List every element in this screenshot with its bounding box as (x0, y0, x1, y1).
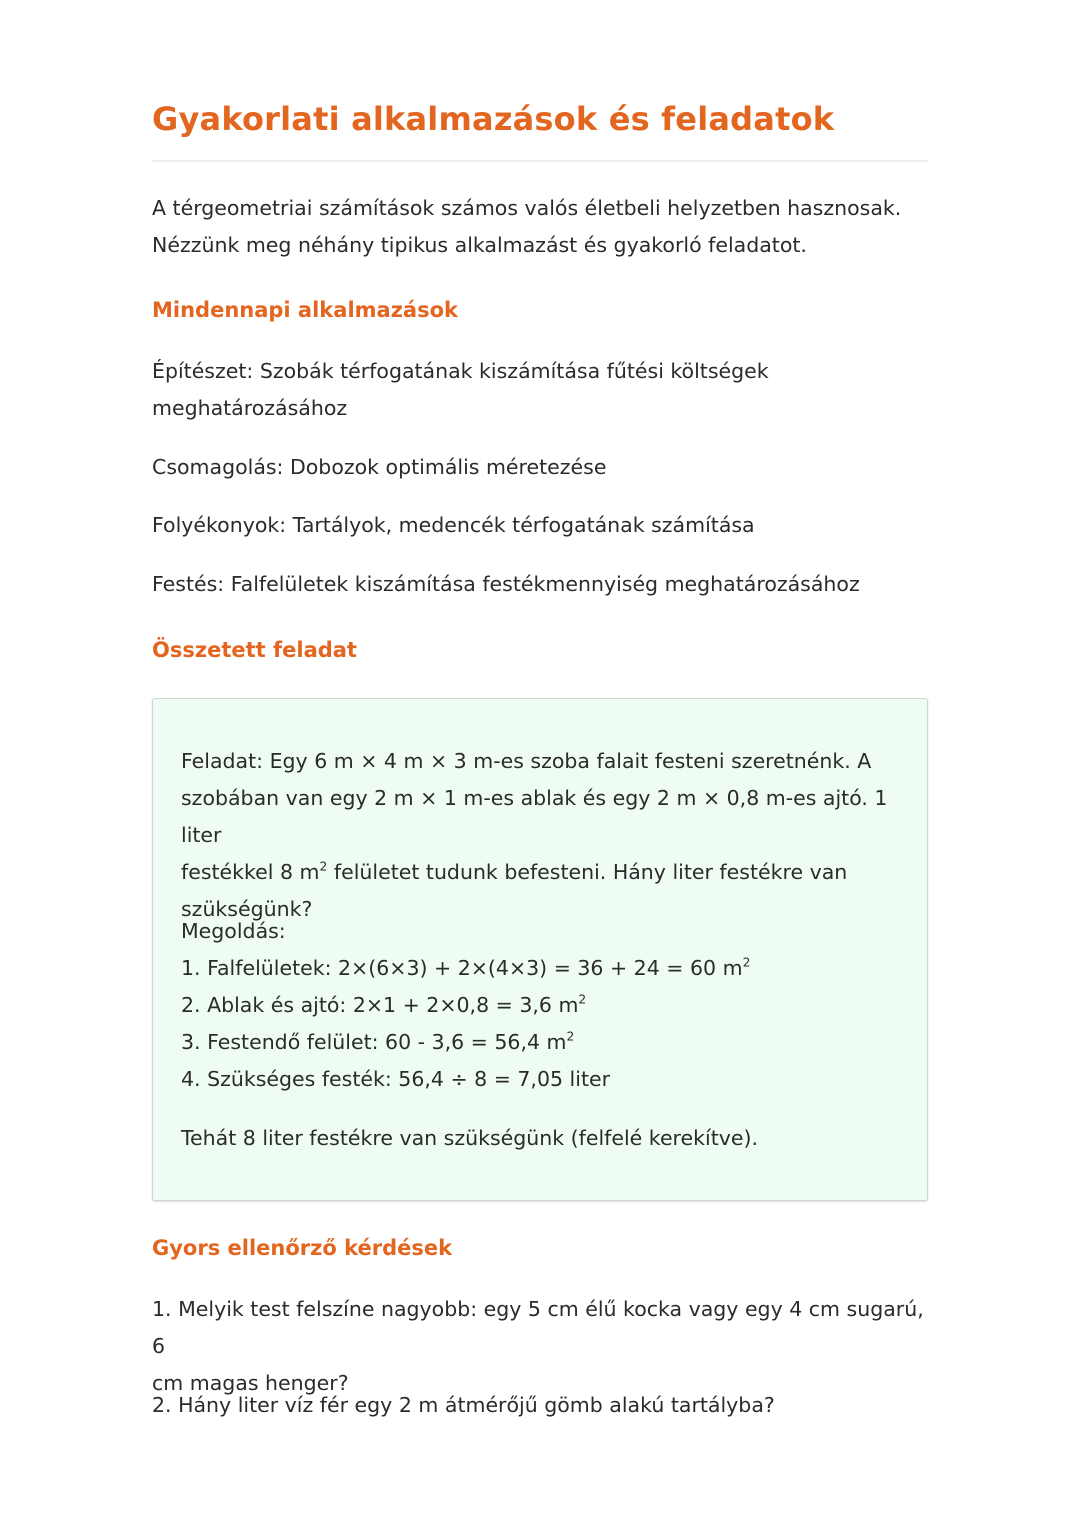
application-item-painting: Festés: Falfelületek kiszámítása festékmennyiség meghatározásához (152, 572, 860, 596)
section-heading-quick-questions: Gyors ellenőrző kérdések (152, 1236, 453, 1260)
application-item-text: Építészet: Szobák térfogatának kiszámítása fűtési költségek (152, 359, 769, 383)
task-solution-box (152, 698, 928, 1201)
solution-step-text: 1. Falfelületek: 2×(6×3) + 2×(4×3) = 36 + 24 = 60 m (181, 956, 743, 980)
superscript: 2 (742, 955, 751, 970)
solution-step-text: 2. Ablak és ajtó: 2×1 + 2×0,8 = 3,6 m (181, 993, 579, 1017)
question-text: cm magas henger? (152, 1371, 349, 1395)
application-item-packaging: Csomagolás: Dobozok optimális méretezése (152, 455, 607, 479)
application-item-architecture (152, 353, 769, 427)
problem-line: szobában van egy 2 m × 1 m-es ablak és egy 2 m × 0,8 m-es ajtó. 1 liter (181, 786, 888, 847)
problem-line: Feladat: Egy 6 m × 4 m × 3 m-es szoba falait festeni szeretnénk. A (181, 749, 872, 773)
solution-step (181, 950, 750, 987)
problem-line (181, 860, 847, 884)
superscript: 2 (566, 1029, 575, 1044)
solution-step (181, 987, 586, 1024)
title-divider (152, 160, 928, 162)
solution-step-text: 4. Szükséges festék: 56,4 ÷ 8 = 7,05 liter (181, 1067, 611, 1091)
intro-paragraph (152, 190, 901, 264)
solution-step (181, 1024, 574, 1061)
question-text: 1. Melyik test felszíne nagyobb: egy 5 cm élű kocka vagy egy 4 cm sugarú, 6 (152, 1297, 924, 1358)
problem-line: szükségünk? (181, 897, 313, 921)
intro-line-1: A térgeometriai számítások számos valós életbeli helyzetben hasznosak. (152, 196, 902, 220)
solution-step-text: 3. Festendő felület: 60 - 3,6 = 56,4 m (181, 1030, 567, 1054)
superscript: 2 (578, 992, 587, 1007)
application-item-text: meghatározásához (152, 396, 348, 420)
page-title: Gyakorlati alkalmazások és feladatok (152, 100, 835, 138)
quick-question-item (152, 1291, 928, 1402)
problem-line-part: festékkel 8 m (181, 860, 320, 884)
quick-question-item: 2. Hány liter víz fér egy 2 m átmérőjű gömb alakú tartályba? (152, 1393, 775, 1417)
application-item-liquids: Folyékonyok: Tartályok, medencék térfogatának számítása (152, 513, 755, 537)
solution-step (181, 1061, 610, 1098)
section-heading-complex-task: Összetett feladat (152, 638, 357, 662)
superscript: 2 (319, 859, 328, 874)
solution-label: Megoldás: (181, 919, 286, 943)
solution-conclusion: Tehát 8 liter festékre van szükségünk (felfelé kerekítve). (181, 1126, 759, 1150)
intro-line-2: Nézzünk meg néhány tipikus alkalmazást és gyakorló feladatot. (152, 233, 807, 257)
section-heading-applications: Mindennapi alkalmazások (152, 298, 458, 322)
problem-line-part: felületet tudunk befesteni. Hány liter festékre van (327, 860, 848, 884)
task-problem-text (181, 743, 927, 928)
